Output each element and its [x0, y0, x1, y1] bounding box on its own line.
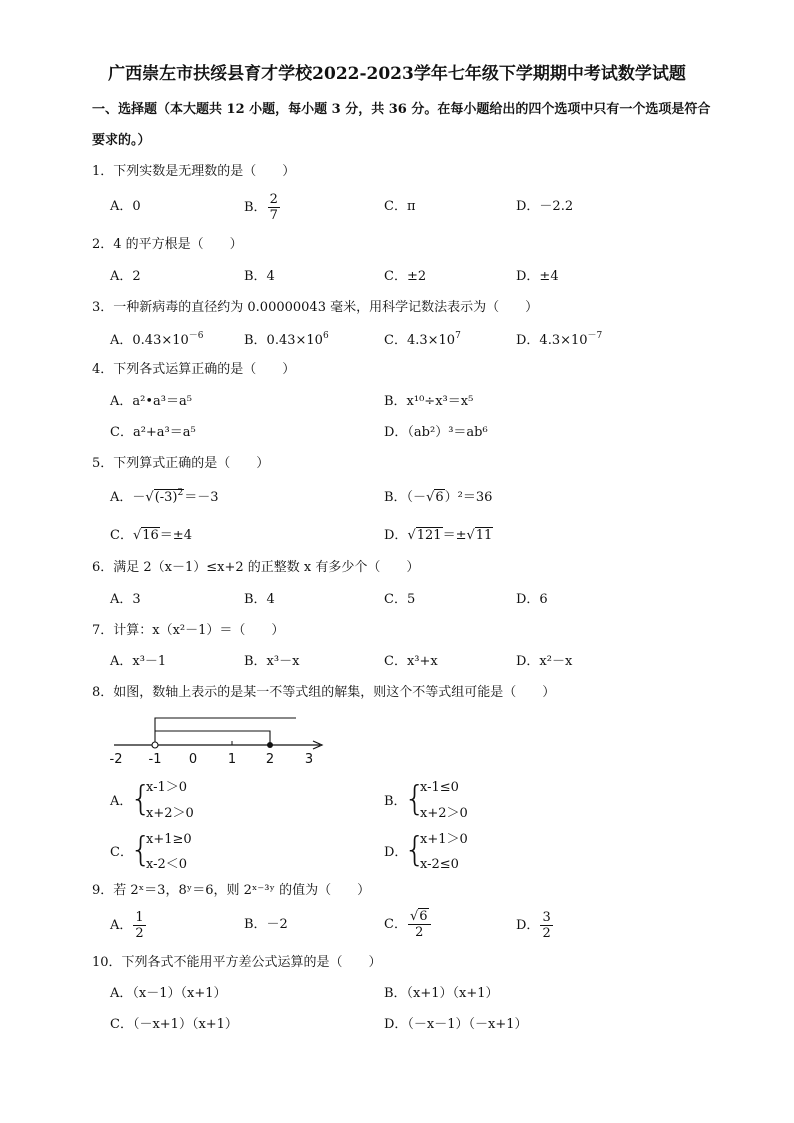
q5-option-a: [110, 490, 219, 506]
question-2-stem: 2．4 的平方根是（ ）: [92, 237, 243, 252]
q9-d-label: D．: [516, 918, 540, 933]
q3-d-base: D．4.3×10: [516, 333, 588, 348]
q7-option-c: C．x³+x: [384, 654, 438, 669]
q8-option-d-line1: x+1＞0: [420, 832, 468, 847]
brace-icon: {: [130, 830, 152, 870]
sqrt-icon: √: [409, 909, 419, 924]
q2-option-d: D．±4: [516, 269, 559, 284]
q8-option-d-label: D．: [384, 845, 408, 860]
q5-b-suffix: ）²＝36: [444, 490, 493, 505]
q8-option-b-label: B．: [384, 794, 407, 809]
q8-option-b-line2: x+2＞0: [420, 806, 468, 821]
question-1-stem: 1．下列实数是无理数的是（ ）: [92, 164, 296, 179]
q5-c-prefix: C．: [110, 528, 133, 543]
q9-a-fraction: [133, 910, 145, 941]
question-10-stem: 10．下列各式不能用平方差公式运算的是（ ）: [92, 955, 382, 970]
q1-option-c: C．π: [384, 199, 416, 214]
q3-c-exponent: 7: [455, 331, 461, 341]
q8-option-a-line1: x-1＞0: [146, 780, 188, 795]
q3-a-exponent: －6: [188, 331, 204, 341]
q3-option-a: [110, 333, 204, 349]
q5-a-suffix: ＝－3: [184, 490, 219, 505]
q9-option-d: [516, 910, 554, 941]
solid-point-icon: [267, 742, 273, 748]
sqrt-icon: √: [132, 528, 142, 543]
axis-label: 2: [265, 752, 275, 767]
q9-a-denominator: 2: [135, 926, 144, 941]
q9-d-fraction: [540, 910, 552, 941]
q5-a-radicand-text: (-3): [154, 490, 178, 505]
q9-c-denominator: 2: [415, 925, 424, 940]
q6-option-b: B．4: [244, 592, 275, 607]
question-3-stem: 3．一种新病毒的直径约为 0.00000043 毫米，用科学记数法表示为（ ）: [92, 300, 539, 315]
q1-b-numerator: 2: [269, 192, 278, 207]
q3-option-d: [516, 333, 602, 349]
sqrt-icon: √: [466, 528, 475, 543]
q2-option-b: B．4: [244, 269, 275, 284]
q6-option-d: D．6: [516, 592, 548, 607]
q1-option-b: [244, 192, 281, 223]
number-line-figure: [104, 712, 334, 768]
q5-a-prefix: A．－: [110, 490, 146, 505]
q7-option-a: A．x³－1: [110, 654, 167, 669]
q5-d-radicand: 121: [416, 528, 442, 543]
q3-b-exponent: 6: [322, 331, 329, 341]
section-heading-cont: 要求的。）: [92, 133, 151, 148]
q5-a-square: 2: [177, 488, 184, 498]
sqrt-icon: √: [426, 490, 435, 505]
q8-option-c-line2: x-2＜0: [146, 857, 188, 872]
axis-label: 3: [304, 752, 314, 767]
q3-b-base: B．0.43×10: [244, 333, 323, 348]
q9-c-label: C．: [384, 917, 407, 932]
q1-b-denominator: 7: [269, 208, 278, 223]
brace-icon: {: [404, 830, 426, 870]
q5-d-radicand-2: 11: [475, 528, 493, 543]
q1-option-b-fraction: [268, 192, 280, 223]
q5-b-prefix: B．（－: [384, 490, 427, 505]
q4-option-c: C．a²+a³＝a⁵: [110, 425, 196, 440]
q5-option-d: [384, 528, 493, 544]
q3-c-base: C．4.3×10: [384, 333, 456, 348]
question-4-stem: 4．下列各式运算正确的是（ ）: [92, 362, 296, 377]
q9-option-a: [110, 910, 147, 941]
q10-option-d: D．（－x－1）（－x+1）: [384, 1017, 528, 1032]
q1-option-d: D．－2.2: [516, 199, 574, 214]
q2-option-a: A．2: [110, 269, 141, 284]
q9-a-label: A．: [110, 918, 133, 933]
solution-ray: [155, 731, 270, 745]
q9-c-radicand: 6: [419, 909, 428, 924]
page-title: 广西崇左市扶绥县育才学校2022-2023学年七年级下学期期中考试数学试题: [108, 64, 686, 84]
q5-option-c: [110, 528, 192, 544]
q10-option-b: B．（x+1）（x+1）: [384, 986, 499, 1001]
q9-c-numerator: [408, 909, 431, 925]
q8-option-c-line1: x+1≥0: [146, 832, 192, 847]
q9-a-numerator: 1: [135, 910, 144, 925]
q9-c-fraction: [408, 909, 431, 940]
axis-label: -2: [109, 752, 123, 767]
q10-option-c: C．（－x+1）（x+1）: [110, 1017, 238, 1032]
q3-d-exponent: －7: [587, 331, 603, 341]
axis-label: -1: [148, 752, 162, 767]
q8-option-c-label: C．: [110, 845, 133, 860]
q4-option-a: A．a²•a³＝a⁵: [110, 394, 192, 409]
brace-icon: {: [130, 779, 152, 819]
q1-option-b-label: B．: [244, 200, 267, 215]
q5-d-middle: ＝±: [442, 528, 467, 543]
axis-label: 1: [227, 752, 237, 767]
sqrt-icon: √: [407, 528, 416, 543]
q5-a-radicand: [154, 489, 185, 505]
q8-option-b-line1: x-1≤0: [420, 780, 459, 795]
q1-option-a: A．0: [110, 199, 141, 214]
q8-option-a-label: A．: [110, 794, 133, 809]
q9-option-c: [384, 909, 432, 940]
axis-label: 0: [188, 752, 198, 767]
question-5-stem: 5．下列算式正确的是（ ）: [92, 456, 270, 471]
q9-d-denominator: 2: [542, 926, 551, 941]
q7-option-d: D．x²－x: [516, 654, 573, 669]
q8-option-a-line2: x+2＞0: [146, 806, 194, 821]
q3-a-base: A．0.43×10: [110, 333, 189, 348]
question-8-stem: 8．如图，数轴上表示的是某一不等式组的解集，则这个不等式组可能是（ ）: [92, 685, 556, 700]
q4-option-d: D．（ab²）³＝ab⁶: [384, 425, 488, 440]
q5-b-radicand: 6: [435, 490, 444, 505]
q5-c-radicand: 16: [142, 528, 159, 543]
q6-option-c: C．5: [384, 592, 416, 607]
q3-option-c: [384, 333, 461, 349]
q9-d-numerator: 3: [542, 910, 551, 925]
q9-option-b: B．－2: [244, 917, 288, 932]
q5-d-prefix: D．: [384, 528, 408, 543]
q7-option-b: B．x³－x: [244, 654, 300, 669]
q8-option-d-line2: x-2≤0: [420, 857, 459, 872]
q5-option-b: [384, 490, 492, 506]
q6-option-a: A．3: [110, 592, 141, 607]
q3-option-b: [244, 333, 329, 349]
sqrt-icon: √: [145, 490, 154, 505]
q10-option-a: A．（x－1）（x+1）: [110, 986, 227, 1001]
q2-option-c: C．±2: [384, 269, 427, 284]
question-9-stem: 9．若 2ˣ＝3，8ʸ＝6，则 2ˣ⁻³ʸ 的值为（ ）: [92, 883, 371, 898]
question-6-stem: 6．满足 2（x－1）≤x+2 的正整数 x 有多少个（ ）: [92, 560, 420, 575]
section-heading: 一、选择题（本大题共 12 小题，每小题 3 分，共 36 分。在每小题给出的四个选项中只有一个选项是符合: [92, 102, 711, 117]
q5-c-suffix: ＝±4: [159, 528, 192, 543]
open-point-icon: [152, 742, 158, 748]
question-7-stem: 7．计算：x（x²－1）＝（ ）: [92, 623, 285, 638]
q4-option-b: B．x¹⁰÷x³＝x⁵: [384, 394, 474, 409]
brace-icon: {: [404, 779, 426, 819]
